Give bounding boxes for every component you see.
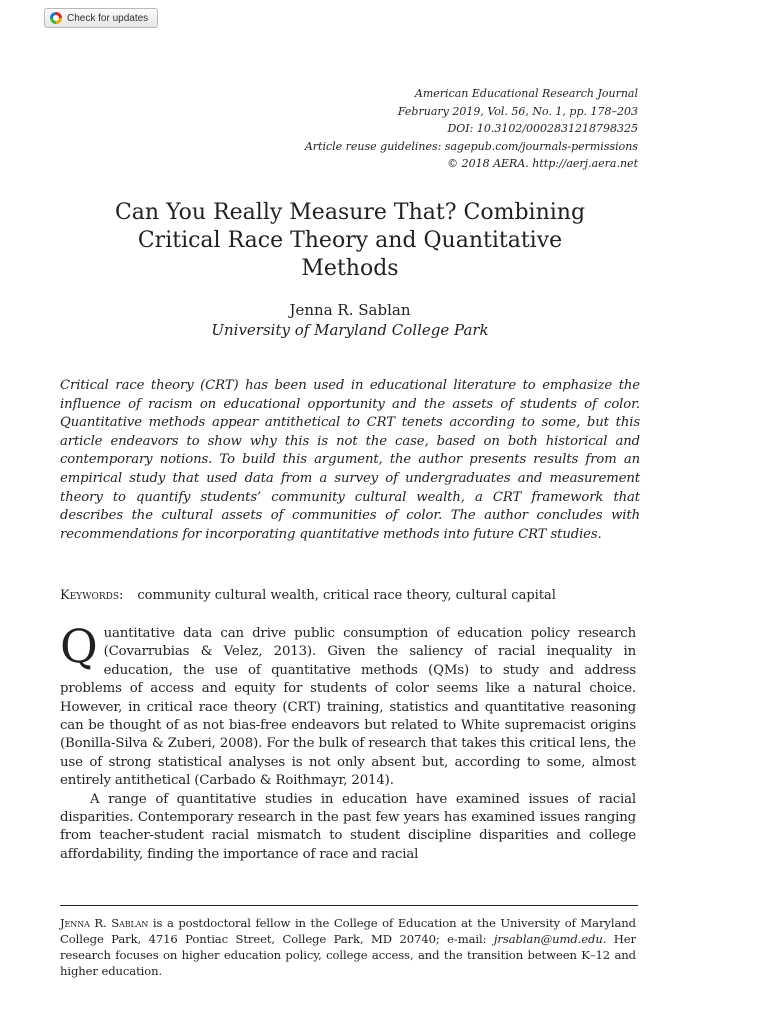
author-affiliation: University of Maryland College Park xyxy=(211,321,489,339)
footnote-email[interactable]: jrsablan@umd.edu xyxy=(493,932,603,946)
author-footnote xyxy=(60,915,636,979)
body-paragraph-2: A range of quantitative studies in education have examined issues of racial disparities. Contemporary research in the past few years has examined issues ranging from teacher-student racial mismatch to student discipline disparities and college affordability, finding the importance of race and racial xyxy=(60,791,636,862)
footnote-author-name: Jenna R. Sablan xyxy=(60,916,149,930)
abstract: Critical race theory (CRT) has been used in educational literature to emphasize the influence of racism on educational opportunity and the assets of students of color. Quantitative methods appear antithetical to CRT tenets according to some, but this article endeavors to show why this is not the case, based on both historical and contemporary notions. To build this argument, the author presents results from an empirical study that used data from a survey of undergraduates and measurement theory to quantify students’ community cultural wealth, a CRT framework that describes the cultural assets of communities of color. The author concludes with recommendations for incorporating quantitative methods into future CRT studies. xyxy=(60,378,640,542)
keywords-list: community cultural wealth, critical race theory, cultural capital xyxy=(137,588,556,603)
crossmark-icon xyxy=(50,12,62,24)
journal-doi: DOI: 10.3102/0002831218798325 xyxy=(447,122,638,135)
keywords-label: Keywords: xyxy=(60,588,124,603)
title-line-1: Can You Really Measure That? Combining xyxy=(114,200,586,225)
author-name: Jenna R. Sablan xyxy=(289,301,411,319)
body-paragraph-1 xyxy=(60,619,636,791)
journal-issue: February 2019, Vol. 56, No. 1, pp. 178–203 xyxy=(397,104,638,118)
footnote-divider xyxy=(60,905,638,906)
article-title xyxy=(60,199,640,283)
footnote-text-2: . Her research focuses on higher education policy, college access, and the transition between K–12 and higher education. xyxy=(60,932,636,978)
journal-info xyxy=(305,85,638,173)
check-for-updates-label: Check for updates xyxy=(67,12,149,24)
footnote-text-1: is a postdoctoral fellow in the College of Education at the University of Maryland College Park, 4716 Pontiac Street, College Park, MD 20740; e-mail: xyxy=(60,916,636,946)
body-paragraph-1-text: uantitative data can drive public consumption of education policy research (Covarrubias & Velez, 2013). Given the saliency of racial inequality in education, the use of quantitative methods (QMs) to study and address problems of access and equity for students of color seems like a natural choice. However, in critical race theory (CRT) training, statistics and quantitative reasoning can be thought of as not bias-free endeavors but related to White supremacist origins (Bonilla-Silva & Zuberi, 2008). For the bulk of research that takes this critical lens, the use of strong statistical analyses is not only absent but, according to some, almost entirely antithetical (Carbado & Roithmayr, 2014). xyxy=(60,626,636,789)
journal-name: American Educational Research Journal xyxy=(414,87,638,100)
title-line-2: Critical Race Theory and Quantitative xyxy=(137,228,563,253)
title-line-3: Methods xyxy=(301,256,399,281)
journal-copyright: © 2018 AERA. http://aerj.aera.net xyxy=(447,157,638,170)
journal-reuse: Article reuse guidelines: sagepub.com/journals-permissions xyxy=(304,139,638,153)
article-body xyxy=(60,619,636,864)
drop-cap: Q xyxy=(60,619,98,673)
check-for-updates-button[interactable] xyxy=(44,8,158,28)
keywords xyxy=(60,587,650,605)
